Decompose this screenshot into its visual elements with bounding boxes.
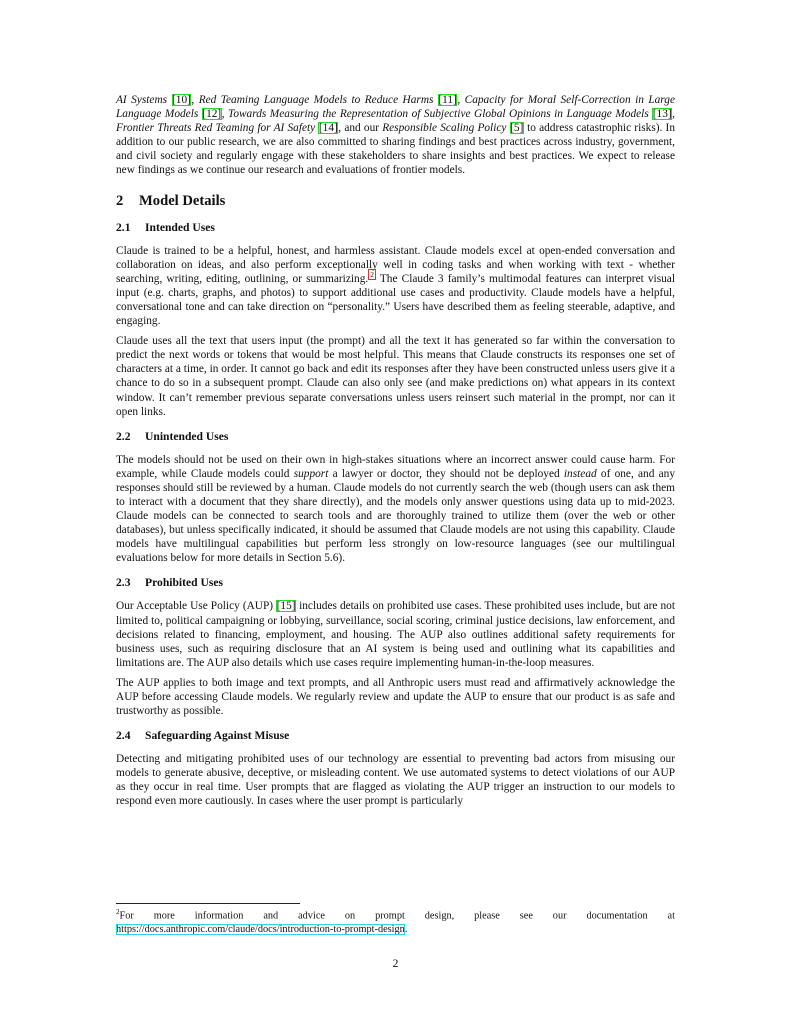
section-2-1-heading (116, 221, 675, 235)
citation-15[interactable]: [15] (276, 600, 296, 613)
ref-title-rsp: Responsible Scaling Policy (382, 122, 507, 135)
citation-14[interactable]: [14] (318, 122, 338, 135)
subsection-number: 2.4 (116, 729, 131, 743)
ref-title-frontier-threats: Frontier Threats Red Teaming for AI Safety (116, 122, 316, 135)
prohibited-uses-paragraph-1 (116, 599, 675, 669)
unintended-uses-paragraph (116, 453, 675, 566)
section-2-heading (116, 193, 675, 210)
emphasis: instead (563, 467, 597, 480)
section-number: 2 (116, 192, 124, 209)
subsection-number: 2.1 (116, 220, 131, 234)
footnote-link[interactable]: https://docs.anthropic.com/claude/docs/introduction-to-prompt-design (116, 923, 405, 935)
ref-title-red-teaming: Red Teaming Language Models to Reduce Harms (198, 94, 434, 106)
emphasis: support (293, 467, 329, 480)
footnote-text: For more information and advice on prompt design, please see our documentation at (119, 910, 675, 922)
text: Our Acceptable Use Policy (AUP) (116, 600, 277, 613)
subsection-title: Safeguarding Against Misuse (145, 729, 290, 743)
subsection-title: Unintended Uses (145, 429, 229, 443)
section-2-3-heading (116, 576, 675, 590)
subsection-number: 2.2 (116, 429, 131, 443)
page-number: 2 (392, 958, 399, 970)
footnote-end: . (404, 923, 408, 935)
citation-11[interactable]: [11] (438, 94, 457, 106)
citation-12[interactable]: [12] (202, 108, 222, 121)
prohibited-uses-paragraph-2: The AUP applies to both image and text prompts, and all Anthropic users must read and affirmatively acknowledge the AUP before accessing Claude models. We regularly review and update the AUP to ensure that our product is as safe and trustworthy as possible. (116, 676, 675, 718)
text: Claude is trained to be a helpful, honest, and harmless assistant. Claude models excel at open-ended conversation and collaboration on ideas, and also perform exceptionally well in coding tasks and when working with text - whether searching, writing, editing, outlining, or summarizing. (116, 244, 675, 285)
subsection-title: Prohibited Uses (145, 576, 224, 590)
citation-5[interactable]: [5] (510, 122, 524, 135)
citation-13[interactable]: [13] (652, 108, 672, 121)
intro-paragraph: AI Systems [10], Red Teaming Language Models to Reduce Harms [11], Capacity for Moral Self-Correction in Large Language Models [12], Towards Measuring the Representation of Subjective Global Opinions in Language Models [13], Frontier Threats Red Teaming for AI Safety [14], and our Responsible Scaling Policy [5] to address catastrophic risks). In addition to our public research, we are also committed to sharing findings and best practices across industry, government, and civil society and regularly engage with these stakeholders to share insights and best practices. We expect to release new findings as we continue our research and evaluations of frontier models. (116, 94, 676, 177)
subsection-title: Intended Uses (145, 220, 215, 234)
footnote-ref-2[interactable]: 2 (370, 269, 374, 279)
section-title: Model Details (139, 192, 226, 209)
section-2-2-heading (116, 430, 675, 444)
citation-10[interactable]: [10] (172, 94, 191, 106)
text: The Claude 3 family’s multimodal features can interpret visual input (e.g. charts, graphs, and photos) to support additional use cases and productivity. Claude models have a helpful, conversational tone and can take direction on “personality.” Users have described them as feeling steerable, adaptive, and engaging. (116, 272, 675, 328)
text: of one, and any responses should still be reviewed by a human. Claude models do not currently search the web (though users can ask them to interact with a document that they share directly), and the models only answer questions using data up to mid-2023. Claude models can be connected to search tools and are thoroughly trained to utilize them (over the web or other databases), but unless specifically indicated, it should be assumed that Claude models are not using this capability. Claude models have multilingual capabilities but perform less strongly on low-resource languages (see our multilingual evaluations below for more details in Section 5.6). (116, 467, 676, 565)
ref-title-moral-self-correction: Capacity for Moral Self-Correction in Large Language Models (116, 94, 676, 121)
ref-title-ai-systems: AI Systems (116, 94, 168, 106)
footnote-2 (116, 906, 675, 936)
text: a lawyer or doctor, they should not be deployed (328, 467, 564, 480)
safeguarding-paragraph: Detecting and mitigating prohibited uses of our technology are essential to preventing bad actors from misusing our models to generate abusive, deceptive, or misleading content. We use automated systems to detect violations of our AUP as they occur in real time. User prompts that are flagged as violating the AUP trigger an instruction to our models to respond even more cautiously. In cases where the user prompt is particularly (116, 753, 675, 808)
page-body (116, 93, 675, 815)
footnote-divider (116, 903, 300, 904)
footnote-mark: 2 (116, 908, 120, 916)
subsection-number: 2.3 (116, 576, 131, 590)
intro-rest: to address catastrophic risks). In addition to our public research, we are also committed to sharing findings and best practices across industry, government, and civil society and regularly engage with these stakeholders to share insights and best practices. We expect to release new findings as we continue our research and evaluations of frontier models. (116, 122, 675, 177)
intended-uses-paragraph-2: Claude uses all the text that users input (the prompt) and all the text it has generated so far within the conversation to predict the next words or tokens that would be most helpful. This means that Claude constructs its responses one set of characters at a time, in order. It cannot go back and edit its responses after they have been constructed unless users give it a chance to do so in a subsequent prompt. Claude can also only see (and make predictions on) what appears in its context window. It can’t remember previous separate conversations unless users reinsert such material in the prompt, nor can it open links. (116, 335, 675, 418)
text: includes details on prohibited use cases. These prohibited uses include, but are not limited to, political campaigning or lobbying, surveillance, social scoring, criminal justice decisions, law enforcement, and decisions related to financing, employment, and housing. The AUP also outlines additional safety requirements for business uses, such as requiring disclosure that an AI system is being used and outlining what its capabilities and limitations are. The AUP also details which use cases require implementing human-in-the-loop measures. (116, 600, 676, 669)
intended-uses-paragraph-1 (116, 244, 675, 329)
section-2-4-heading (116, 729, 675, 743)
ref-title-global-opinions: Towards Measuring the Representation of Subjective Global Opinions in Language Models (228, 108, 649, 121)
text: The models should not be used on their own in high-stakes situations where an incorrect answer could cause harm. For example, while Claude models could (116, 453, 675, 480)
